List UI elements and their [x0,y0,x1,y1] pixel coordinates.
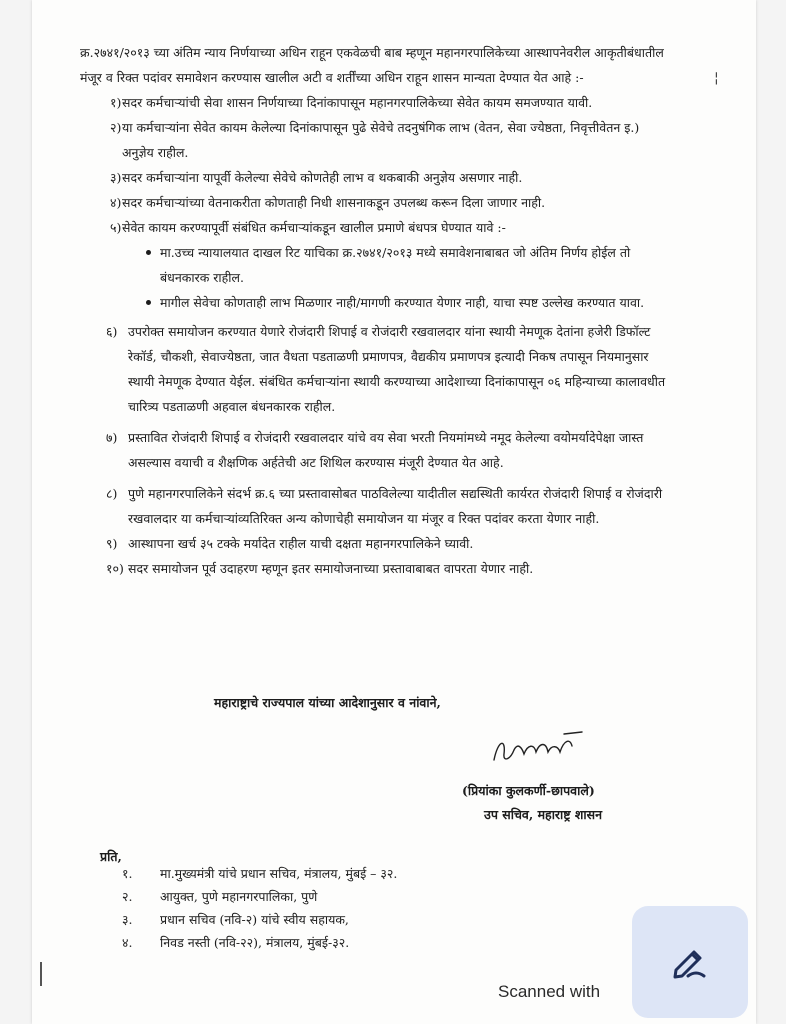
condition-item: ९) आस्थापना खर्च ३५ टक्के मर्यादेत राहील याची दक्षता महानगरपालिकेने घ्यावी. [106,536,474,551]
bullet-dot-icon [146,300,151,305]
edit-button[interactable] [632,906,748,1018]
scanned-watermark: Scanned with [498,982,601,1001]
signatory-name: (प्रियांका कुलकर्णी-छापवाले) [462,783,595,798]
conditions-list [80,90,670,581]
recipient-item: २. आयुक्त, पुणे महानगरपालिका, पुणे [122,889,318,904]
bond-bullet: मा.उच्च न्यायालयात दाखल रिट याचिका क्र.२७४१/२०१३ मध्ये समावेशनाबाबत जो अंतिम निर्णय होईल तो बंधनकारक राहील. [80,240,670,290]
condition-item: ८) पुणे महानगरपालिकेने संदर्भ क्र.६ च्या प्रस्तावासोबत पाठविलेल्या यादीतील सद्यस्थिती कार्यरत रोजंदारी शिपाई व रोजंदारी रखवालदार या कर्मचाऱ्यांव्यतिरिक्त अन्य कोणाचेही समायोजन या मंजूर व रिक्त पदांवर करता येणार नाही. [106,486,663,526]
recipients-heading: प्रति, [100,849,122,864]
bond-bullet: मागील सेवेचा कोणताही लाभ मिळणार नाही/मागणी करण्यात येणार नाही, याचा स्पष्ट उल्लेख करण्यात यावा. [80,290,670,315]
condition-item: ५) सेवेत कायम करण्यापूर्वी संबंधित कर्मचाऱ्यांकडून खालील प्रमाणे बंधपत्र घेण्यात यावे :- [110,220,506,235]
recipient-item: ३. प्रधान सचिव (नवि-२) यांचे स्वीय सहायक, [122,912,349,927]
condition-item: ६) उपरोक्त समायोजन करण्यात येणारे रोजंदारी शिपाई व रोजंदारी रखवालदार यांना स्थायी नेमणूक देतांना हजेरी डिफॉल्ट रेकॉर्ड, चौकशी, सेवाज्येष्ठता, जात वैधता पडताळणी प्रमाणपत्र, वैद्यकीय प्रमाणपत्र इत्यादी निकष तपासून नियमानुसार स्थायी नेमणूक देण्यात येईल. संबंधित कर्मचाऱ्यांना स्थायी करण्याच्या आदेशाच्या दिनांकापासून ०६ महिन्याच्या कालावधीत चारित्र्य पडताळणी अहवाल बंधनकारक राहील. [106,324,666,414]
signature [488,730,588,770]
margin-mark [40,962,42,986]
condition-item: १०) सदर समायोजन पूर्व उदाहरण म्हणून इतर समायोजनाच्या प्रस्तावाबाबत वापरता येणार नाही. [106,561,534,576]
recipients-list [122,862,482,954]
recipient-item: १. मा.मुख्यमंत्री यांचे प्रधान सचिव, मंत्रालय, मुंबई – ३२. [122,866,398,881]
recipient-item: ४. निवड नस्ती (नवि-२२), मंत्रालय, मुंबई-३२. [122,935,350,950]
margin-mark: ¦ [714,70,719,86]
condition-item: ३) सदर कर्मचाऱ्यांना यापूर्वी केलेल्या सेवेचे कोणतेही लाभ व थकबाकी अनुज्ञेय असणार नाही. [110,170,523,185]
bullet-dot-icon [146,250,151,255]
condition-item: ४) सदर कर्मचाऱ्यांच्या वेतनाकरीता कोणताही निधी शासनाकडून उपलब्ध करून दिला जाणार नाही. [110,195,546,210]
edit-pen-icon [668,940,712,984]
closing-line: महाराष्ट्राचे राज्यपाल यांच्या आदेशानुसार व नांवाने, [214,695,441,710]
intro-paragraph: क्र.२७४१/२०१३ च्या अंतिम न्याय निर्णयाच्या अधिन राहून एकवेळची बाब म्हणून महानगरपालिकेच्या आस्थापनेवरील आकृतीबंधातील मंजूर व रिक्त पदांवर समावेशन करण्यास खालील अटी व शर्तींच्या अधिन राहून शासन मान्यता देण्यात येत आहे :- [80,45,664,85]
document-body [80,40,670,581]
signatory-title: उप सचिव, महाराष्ट्र शासन [484,807,603,822]
condition-item: १) सदर कर्मचाऱ्यांची सेवा शासन निर्णयाच्या दिनांकापासून महानगरपालिकेच्या सेवेत कायम समजण्यात यावी. [110,95,593,110]
condition-item: ७) प्रस्तावित रोजंदारी शिपाई व रोजंदारी रखवालदार यांचे वय सेवा भरती नियमांमध्ये नमूद केलेल्या वयोमर्यादेपेक्षा जास्त असल्यास वयाची व शैक्षणिक अर्हतेची अट शिथिल करण्यास मंजूरी देण्यात येत आहे. [106,430,644,470]
condition-item: २) या कर्मचाऱ्यांना सेवेत कायम केलेल्या दिनांकापासून पुढे सेवेचे तदनुषंगिक लाभ (वेतन, सेवा ज्येष्ठता, निवृत्तीवेतन इ.) अनुज्ञेय राहील. [110,120,640,160]
